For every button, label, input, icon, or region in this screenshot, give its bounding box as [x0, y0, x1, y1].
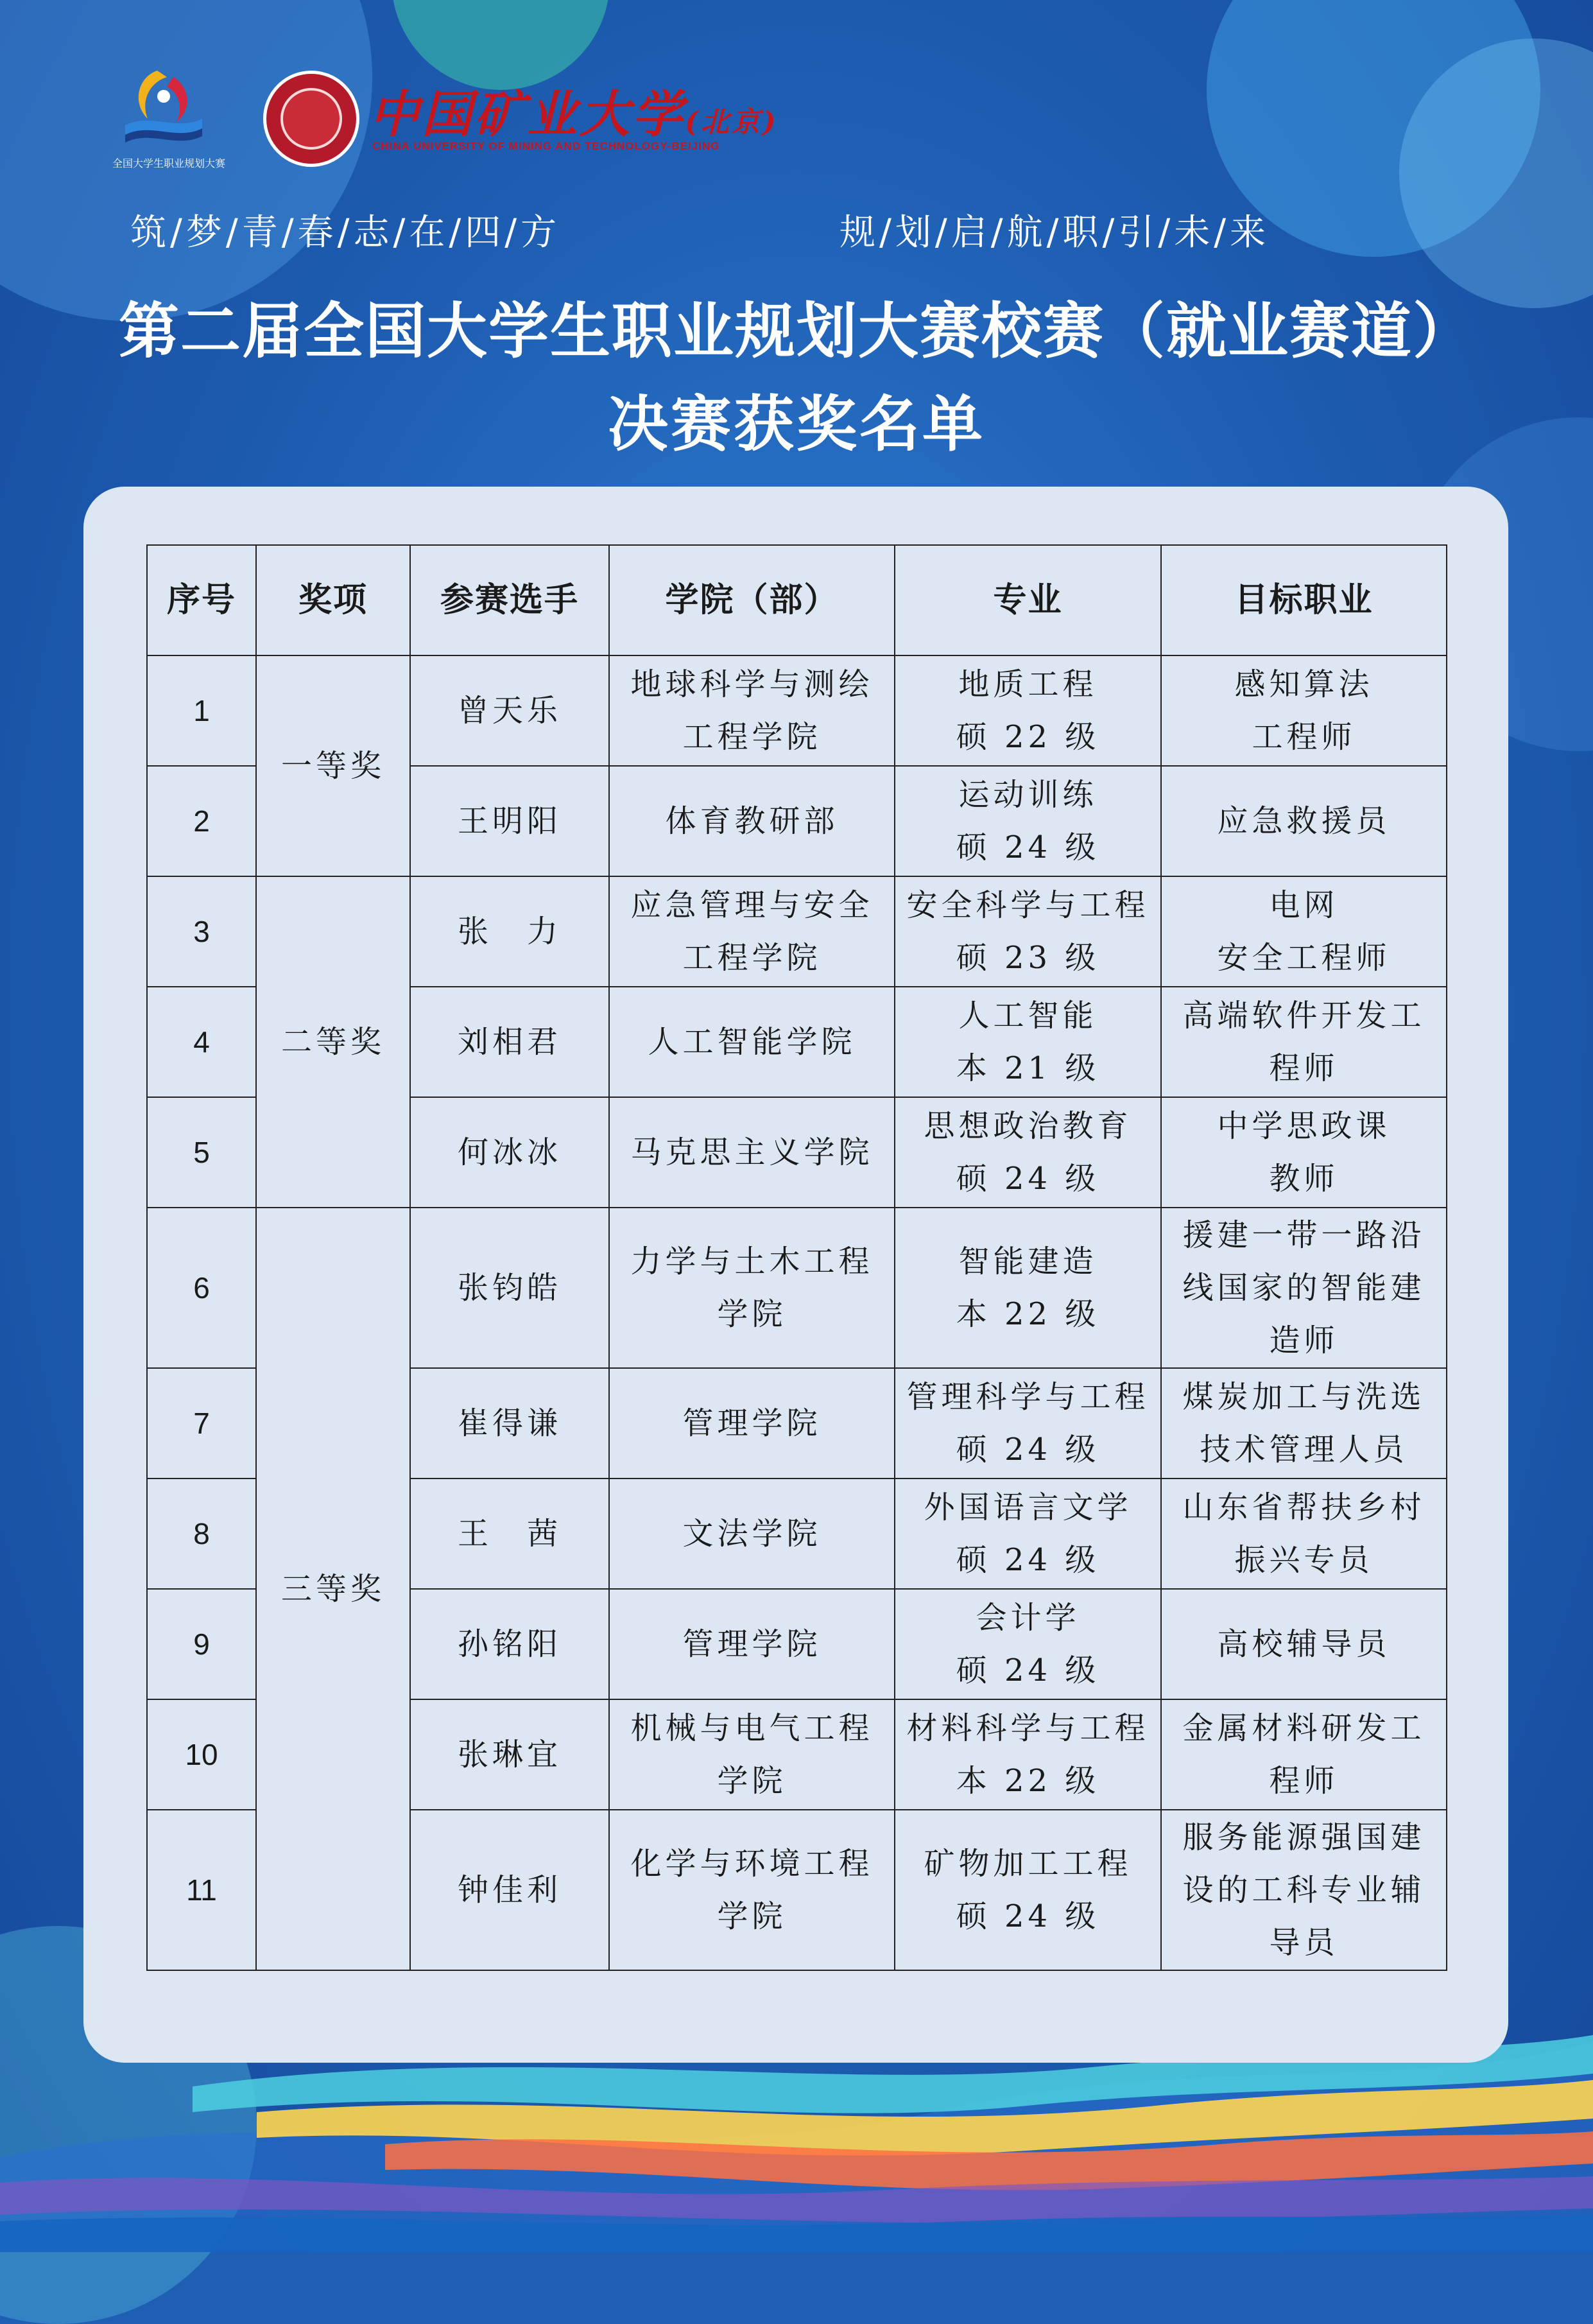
- header-career: 目标职业: [1161, 545, 1447, 655]
- row-career: [1161, 987, 1447, 1097]
- table-header-row: [147, 545, 1447, 655]
- slogan-left: 筑/梦/青/春/志/在/四/方: [130, 212, 561, 254]
- row-college: [609, 1810, 895, 1970]
- row-name: 何冰冰: [410, 1097, 609, 1208]
- college-line: 力学与土木工程: [630, 1244, 874, 1279]
- page-title: 第二届全国大学生职业规划大赛校赛（就业赛道）: [118, 297, 1474, 367]
- row-career: [1161, 1479, 1447, 1589]
- major-line: 本 21 级: [956, 1050, 1100, 1086]
- row-college: [609, 1368, 895, 1479]
- college-line: 管理学院: [682, 1626, 822, 1662]
- college-line: 马克思主义学院: [630, 1134, 874, 1170]
- major-line: 材料科学与工程: [906, 1710, 1150, 1746]
- row-major: [895, 876, 1161, 987]
- row-name: 张钧皓: [410, 1208, 609, 1368]
- career-line: 服务能源强国建: [1182, 1819, 1425, 1855]
- row-college: [609, 766, 895, 876]
- row-college: [609, 1097, 895, 1208]
- career-line: 线国家的智能建: [1182, 1270, 1425, 1306]
- seal-inner: [280, 88, 342, 150]
- career-line: 感知算法: [1234, 666, 1373, 702]
- college-line: 应急管理与安全: [630, 887, 874, 923]
- header-award: 奖项: [256, 545, 410, 655]
- row-name: 张 力: [410, 876, 609, 987]
- row-career: [1161, 876, 1447, 987]
- major-line: 运动训练: [958, 777, 1098, 813]
- row-no: 3: [147, 876, 256, 987]
- row-college: [609, 876, 895, 987]
- career-line: 导员: [1269, 1925, 1339, 1961]
- award-third: 三等奖: [256, 1208, 410, 1970]
- university-name-suffix: (北京): [685, 106, 779, 139]
- competition-emblem-icon: [112, 58, 209, 154]
- table-row: [147, 1208, 1447, 1368]
- row-name: 王明阳: [410, 766, 609, 876]
- row-college: [609, 655, 895, 766]
- college-line: 学院: [717, 1296, 787, 1332]
- award-table: [146, 544, 1447, 1971]
- career-line: 工程师: [1252, 719, 1356, 755]
- row-no: 7: [147, 1368, 256, 1479]
- career-line: 造师: [1269, 1322, 1339, 1358]
- career-line: 电网: [1269, 887, 1339, 923]
- career-line: 高端软件开发工: [1182, 998, 1425, 1034]
- page-subtitle: 决赛获奖名单: [607, 390, 985, 460]
- major-line: 硕 24 级: [956, 1432, 1100, 1468]
- row-career: [1161, 1097, 1447, 1208]
- major-line: 地质工程: [958, 666, 1098, 702]
- row-no: 10: [147, 1699, 256, 1810]
- header-logos: [112, 58, 779, 186]
- college-line: 学院: [717, 1898, 787, 1934]
- row-college: [609, 1699, 895, 1810]
- row-no: 11: [147, 1810, 256, 1970]
- table-row: [147, 655, 1447, 766]
- major-line: 本 22 级: [956, 1763, 1100, 1799]
- career-line: 援建一带一路沿: [1182, 1217, 1425, 1253]
- major-line: 硕 24 级: [956, 829, 1100, 865]
- college-line: 机械与电气工程: [630, 1710, 874, 1746]
- row-no: 4: [147, 987, 256, 1097]
- row-no: 2: [147, 766, 256, 876]
- major-line: 硕 23 级: [956, 940, 1100, 976]
- competition-logo: [112, 58, 234, 186]
- college-line: 工程学院: [682, 719, 822, 755]
- university-name: [369, 74, 779, 146]
- row-no: 9: [147, 1589, 256, 1699]
- career-line: 应急救援员: [1217, 803, 1391, 839]
- college-line: 体育教研部: [665, 803, 839, 839]
- major-line: 会计学: [976, 1600, 1080, 1636]
- row-name: 王 茜: [410, 1479, 609, 1589]
- table-row: [147, 876, 1447, 987]
- major-line: 本 22 级: [956, 1296, 1100, 1332]
- header-name: 参赛选手: [410, 545, 609, 655]
- major-line: 智能建造: [958, 1244, 1098, 1279]
- major-line: 管理科学与工程: [906, 1379, 1150, 1415]
- career-line: 技术管理人员: [1200, 1432, 1408, 1468]
- row-name: 钟佳利: [410, 1810, 609, 1970]
- career-line: 程师: [1269, 1763, 1339, 1799]
- row-career: [1161, 1368, 1447, 1479]
- row-major: [895, 655, 1161, 766]
- career-line: 煤炭加工与洗选: [1182, 1379, 1425, 1415]
- college-line: 人工智能学院: [648, 1024, 856, 1060]
- row-college: [609, 1208, 895, 1368]
- university-name-main: 中国矿业大学: [369, 85, 685, 144]
- row-college: [609, 1479, 895, 1589]
- row-college: [609, 987, 895, 1097]
- university-seal-icon: [263, 71, 359, 167]
- major-line: 硕 24 级: [956, 1161, 1100, 1197]
- row-name: 张琳宜: [410, 1699, 609, 1810]
- major-line: 人工智能: [958, 998, 1098, 1034]
- row-major: [895, 1810, 1161, 1970]
- row-no: 6: [147, 1208, 256, 1368]
- row-college: [609, 1589, 895, 1699]
- row-name: 曾天乐: [410, 655, 609, 766]
- career-line: 安全工程师: [1217, 940, 1391, 976]
- major-line: 硕 24 级: [956, 1898, 1100, 1934]
- row-career: [1161, 1208, 1447, 1368]
- university-english-name: CHINA UNIVERSITY OF MINING AND TECHNOLOGY-BEIJING: [372, 140, 720, 152]
- row-career: [1161, 1810, 1447, 1970]
- row-no: 8: [147, 1479, 256, 1589]
- row-no: 1: [147, 655, 256, 766]
- career-line: 教师: [1269, 1161, 1339, 1197]
- major-line: 矿物加工工程: [924, 1846, 1132, 1882]
- row-name: 崔得谦: [410, 1368, 609, 1479]
- college-line: 工程学院: [682, 940, 822, 976]
- row-career: [1161, 1699, 1447, 1810]
- major-line: 安全科学与工程: [906, 887, 1150, 923]
- major-line: 硕 24 级: [956, 1652, 1100, 1688]
- row-name: 孙铭阳: [410, 1589, 609, 1699]
- career-line: 山东省帮扶乡村: [1182, 1489, 1425, 1525]
- major-line: 思想政治教育: [924, 1108, 1132, 1144]
- college-line: 化学与环境工程: [630, 1846, 874, 1882]
- college-line: 地球科学与测绘: [630, 666, 874, 702]
- row-major: [895, 1699, 1161, 1810]
- career-line: 中学思政课: [1217, 1108, 1391, 1144]
- row-major: [895, 1479, 1161, 1589]
- college-line: 学院: [717, 1763, 787, 1799]
- career-line: 金属材料研发工: [1182, 1710, 1425, 1746]
- competition-logo-caption: 全国大学生职业规划大赛: [112, 159, 226, 169]
- major-line: 硕 22 级: [956, 719, 1100, 755]
- major-line: 外国语言文学: [924, 1489, 1132, 1525]
- slogan-right: 规/划/启/航/职/引/未/来: [840, 212, 1270, 254]
- college-line: 文法学院: [682, 1516, 822, 1552]
- major-line: 硕 24 级: [956, 1542, 1100, 1578]
- row-career: [1161, 1589, 1447, 1699]
- row-major: [895, 987, 1161, 1097]
- award-second: 二等奖: [256, 876, 410, 1208]
- row-career: [1161, 655, 1447, 766]
- header-major: 专业: [895, 545, 1161, 655]
- header-college: 学院（部）: [609, 545, 895, 655]
- row-major: [895, 1368, 1161, 1479]
- row-major: [895, 1589, 1161, 1699]
- row-no: 5: [147, 1097, 256, 1208]
- career-line: 程师: [1269, 1050, 1339, 1086]
- career-line: 高校辅导员: [1217, 1626, 1391, 1662]
- row-name: 刘相君: [410, 987, 609, 1097]
- row-major: [895, 1208, 1161, 1368]
- award-first: 一等奖: [256, 655, 410, 876]
- career-line: 振兴专员: [1234, 1542, 1373, 1578]
- row-career: [1161, 766, 1447, 876]
- college-line: 管理学院: [682, 1405, 822, 1441]
- career-line: 设的工科专业辅: [1182, 1872, 1425, 1908]
- row-major: [895, 1097, 1161, 1208]
- header-no: 序号: [147, 545, 256, 655]
- row-major: [895, 766, 1161, 876]
